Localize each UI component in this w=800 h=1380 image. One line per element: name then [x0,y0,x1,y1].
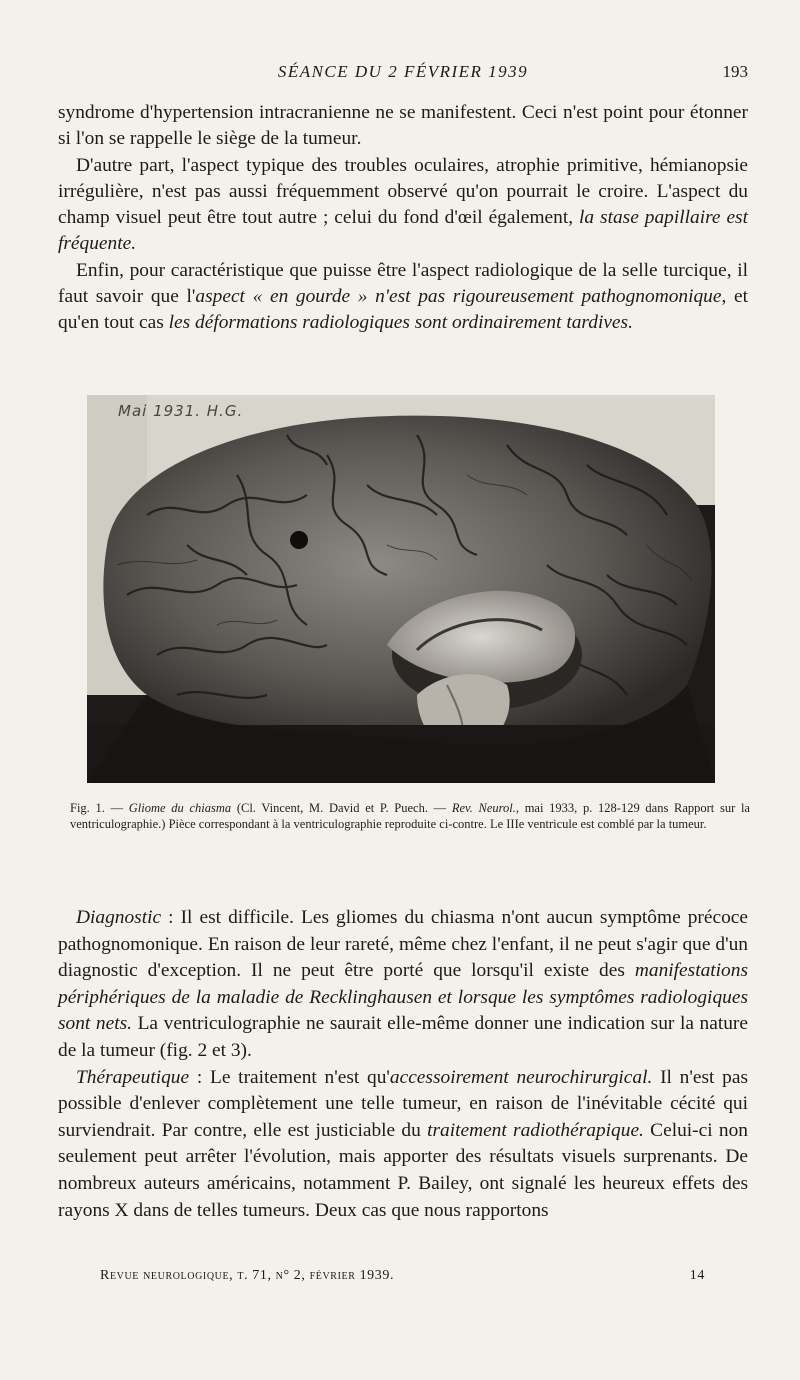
brain-specimen-image [87,395,715,783]
running-head [58,62,748,86]
figure-caption: Fig. 1. — Gliome du chiasma (Cl. Vincent, M. David et P. Puech. — Rev. Neurol., mai 1933, p. 128-129 dans Rapport sur la ventriculographie.) Pièce correspondant à la ventriculographie reproduite ci-contre. Le IIIe ventricule est comblé par la tumeur. [70,801,750,831]
page-footer [100,1268,705,1290]
paragraph: D'autre part, l'aspect typique des troubles oculaires, atrophie primitive, hémianopsie irrégulière, n'est pas aussi fréquemment observé qu'on pourrait le croire. L'aspect du champ visuel peut être tout autre ; celui du fond d'œil également, la stase papillaire est fréquente. [58,154,748,255]
body-text-bottom [58,905,748,1224]
brain-photograph [87,395,715,783]
paragraph: Thérapeutique : Le traitement n'est qu'accessoirement neurochirurgical. Il n'est pas possible d'enlever complètement une telle tumeur, en raison de l'inévitable cécité qui surviendrait. Par contre, elle est justiciable du traitement radiothérapique. Celui-ci non seulement peut arrêter l'évolution, mais apporter des résultats visuels surprenants. De nombreux auteurs américains, notamment P. Bailey, ont signalé les heureux effets des rayons X dans de telles tumeurs. Deux cas que nous rapportons [58,1066,748,1221]
paragraph: syndrome d'hypertension intracranienne ne se manifestent. Ceci n'est point pour étonner si l'on se rappelle le siège de la tumeur. [58,102,748,150]
footer-sheet-number: 14 [689,1268,705,1283]
paragraph: Diagnostic : Il est difficile. Les gliomes du chiasma n'ont aucun symptôme précoce pathognomonique. En raison de leur rareté, même chez l'enfant, il ne peut s'agir que d'un diagnostic d'exception. Il ne peut être porté que lorsqu'il existe des manifestations périphériques de la maladie de Recklinghausen et lorsque les symptômes radiologiques sont nets. La ventriculographie ne saurait elle-même donner une indication sur la nature de la tumeur (fig. 2 et 3). [58,907,748,1061]
running-title: SÉANCE DU 2 FÉVRIER 1939 [277,62,529,81]
body-text-top [58,100,748,337]
footer-journal: Revue neurologique, t. 71, n° 2, février 1939. [100,1268,395,1283]
handwritten-annotation: Mai 1931. H.G. [118,402,244,420]
paragraph: Enfin, pour caractéristique que puisse être l'aspect radiologique de la selle turcique, il faut savoir que l'aspect « en gourde » n'est pas rigoureusement pathognomonique, et qu'en tout cas les déformations radiologiques sont ordinairement tardives. [58,259,748,334]
page-number: 193 [722,62,748,81]
